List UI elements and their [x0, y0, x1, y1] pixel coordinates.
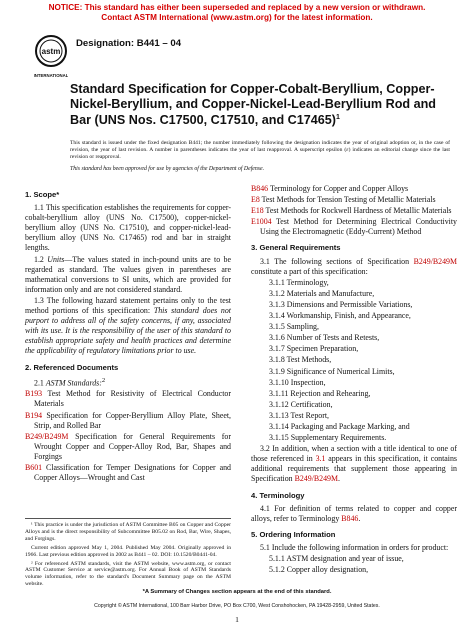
list-item: 3.1.7 Specimen Preparation, — [269, 344, 359, 354]
paragraph-1-2 — [25, 255, 231, 295]
reference-link[interactable]: B846 — [251, 184, 269, 193]
paragraph-1-1: 1.1 This specification establishes the requirements for copper-cobalt-beryllium alloy (UNS No. C17500), copper-nickel-beryllium alloy (UNS No. C17510), and copper-nickel-lead-beryllium alloy (UNS No. C17465) rod and bar in straight lengths. — [25, 203, 231, 253]
reference-link[interactable]: E1004 — [251, 217, 272, 227]
reference-e1004 — [251, 217, 457, 237]
title-footnote-mark: 1 — [336, 114, 340, 122]
reference-title: Test Method for Determining Electrical Conductivity Using the Electromagnetic (Eddy-Current) Method — [260, 217, 457, 237]
reference-e8 — [251, 195, 457, 205]
reference-b601 — [25, 463, 231, 483]
paragraph-3-1 — [251, 257, 457, 277]
list-item: 3.1.12 Certification, — [269, 399, 333, 409]
astm-standards-label — [25, 376, 231, 389]
paragraph-5-1-1: 5.1.1 ASTM designation and year of issue, — [269, 554, 404, 563]
para-text: —The values stated in inch-pound units are to be regarded as standard. The values given in parentheses are mathematical conversions to SI units, which are provided for information only and are not considered standard. — [25, 254, 231, 294]
reference-link[interactable]: B193 — [25, 389, 43, 399]
paragraph-3-2 — [251, 444, 457, 484]
reference-link[interactable]: B249/B249M — [413, 256, 457, 266]
list-item: 3.1.5 Sampling, — [269, 322, 319, 332]
reference-e18 — [251, 206, 457, 216]
footnote-1: ¹ This practice is under the jurisdiction of ASTM Committee B05 on Copper and Copper Alloys and is the direct responsibility of Subcommittee B05.02 on Rod, Bar, Wire, Shapes, and Forgings. — [25, 522, 231, 542]
list-item: 3.1.3 Dimensions and Permissible Variations, — [269, 299, 413, 309]
svg-text:astm: astm — [41, 47, 61, 56]
reference-link[interactable]: B249/B249M — [294, 474, 339, 484]
dod-approval-note: This standard has been approved for use by agencies of the Department of Defense. — [70, 166, 265, 172]
reference-b249 — [25, 432, 231, 462]
reference-b846 — [251, 184, 457, 194]
list-item: 3.1.11 Rejection and Rehearing, — [269, 388, 371, 398]
footnote-2: ² For referenced ASTM standards, visit the ASTM website, www.astm.org, or contact ASTM Customer Service at service@astm.org. For Annual Book of ASTM Standards volume information, refer to the standard's Document Summary page on the ASTM website. — [25, 560, 231, 588]
list-item: 3.1.1 Terminology, — [269, 277, 329, 287]
para-text: . — [338, 474, 340, 484]
list-item: 3.1.15 Supplementary Requirements. — [269, 433, 387, 443]
scope-heading: 1. Scope* — [25, 190, 60, 199]
withdrawal-notice — [0, 3, 474, 23]
para-text: 3.2 In addition, when a section with a title identical to one of those referenced in — [251, 444, 457, 464]
copyright-line: Copyright © ASTM International, 100 Barr Harbor Drive, PO Box C700, West Conshohocken, PA 19428-2959, United States. — [94, 603, 380, 609]
astm-standards-text: ASTM Standards: — [45, 378, 102, 388]
reference-title: Specification for General Requirements for Wrought Copper and Copper-Alloy Rod, Bar, Shapes and Forgings — [34, 431, 231, 461]
ordering-information-heading: 5. Ordering Information — [251, 529, 336, 539]
para-text: appears in this specification, it contains additional requirements that supplement those appearing in Specification — [251, 454, 457, 484]
para-text: . — [358, 513, 361, 523]
list-item: 3.1.6 Number of Tests and Retests, — [269, 333, 380, 343]
reference-title: Test Method for Resistivity of Electrical Conductor Materials — [34, 389, 231, 409]
list-item: 3.1.8 Test Methods, — [269, 355, 332, 365]
left-column — [25, 184, 231, 484]
reference-title: Classification for Temper Designations for Copper and Copper Alloys—Wrought and Cast — [34, 462, 231, 483]
right-column — [251, 184, 457, 576]
footnote-mark: 2 — [101, 376, 106, 384]
title-text: Standard Specification for Copper-Cobalt-Beryllium, Copper-Nickel-Beryllium, and Copper-Nickel-Lead-Beryllium Rod and Bar (UNS Nos. C17500, C17510, and C17465) — [70, 82, 436, 128]
paragraph-1-3 — [25, 296, 231, 357]
astm-logo — [34, 33, 68, 83]
para-text: 1.3 The following hazard statement pertains only to the test method portions of this specification: — [25, 295, 231, 316]
paragraph-5-1: 5.1 Include the following information in orders for product: — [260, 542, 449, 552]
designation: Designation: B441 – 04 — [76, 38, 182, 49]
reference-link[interactable]: B846 — [341, 513, 359, 523]
list-item: 3.1.2 Materials and Manufacture, — [269, 288, 375, 298]
logo-text: INTERNATIONAL — [34, 73, 68, 78]
safety-statement: This standard does not purport to address all of the safety concerns, if any, associated with its use. It is the responsibility of the user of this standard to establish appropriate safety and health practices and determine the applicability of regulatory limitations prior to use. — [25, 306, 231, 356]
list-item: 3.1.13 Test Report, — [269, 410, 330, 420]
requirements-list — [251, 278, 457, 443]
document-title — [70, 82, 450, 128]
footnote-1-edition: Current edition approved May 1, 2004. Published May 2004. Originally approved in 1966. Last previous edition approved in 2002 as B441 – 02. DOI: 10.1520/B0441-04. — [25, 544, 231, 558]
para-text: constitute a part of this specification: — [251, 266, 368, 276]
para-text: 3.1 The following sections of Specification — [260, 256, 414, 266]
reference-title: Specification for Copper-Beryllium Alloy Plate, Sheet, Strip, and Rolled Bar — [34, 410, 231, 430]
reference-b194 — [25, 411, 231, 431]
reference-link[interactable]: B601 — [25, 462, 43, 472]
reference-list — [25, 389, 231, 483]
reference-title: Test Methods for Rockwell Hardness of Metallic Materials — [263, 206, 452, 216]
list-item: 3.1.9 Significance of Numerical Limits, — [269, 366, 395, 376]
reference-b193 — [25, 389, 231, 409]
paragraph-4-1 — [251, 504, 457, 524]
issuance-note: This standard is issued under the fixed designation B441; the number immediately following the designation indicates the year of original adoption or, in the case of revision, the year of last revision. A number in parentheses indicates the year of last reapproval. A superscript epsilon (ε) indicates an editorial change since the last revision or reapproval. — [70, 140, 450, 161]
reference-link[interactable]: B194 — [25, 410, 43, 420]
list-item: 3.1.10 Inspection, — [269, 377, 326, 387]
para-number: 2.1 — [34, 378, 46, 388]
list-item: 3.1.14 Packaging and Package Marking, and — [269, 421, 410, 431]
reference-title: Terminology for Copper and Copper Alloys — [268, 184, 409, 193]
paragraph-5-1-2: 5.1.2 Copper alloy designation, — [269, 565, 369, 575]
notice-line-1: NOTICE: This standard has either been superseded and replaced by a new version or withdrawn. — [48, 3, 426, 12]
reference-title: Test Methods for Tension Testing of Metallic Materials — [259, 195, 436, 205]
terminology-heading: 4. Terminology — [251, 490, 305, 500]
notice-line-2: Contact ASTM International (www.astm.org) for the latest information. — [101, 13, 373, 22]
section-link[interactable]: 3.1 — [315, 454, 326, 464]
para-text: 4.1 For definition of terms related to copper and copper alloys, refer to Terminology — [251, 503, 457, 523]
reference-link[interactable]: E18 — [251, 206, 264, 216]
para-number: 1.2 — [34, 254, 48, 264]
footnotes — [25, 518, 231, 590]
list-item: 3.1.4 Workmanship, Finish, and Appearance, — [269, 311, 411, 321]
reference-link[interactable]: E8 — [251, 195, 260, 205]
units-label: Units — [47, 254, 65, 264]
general-requirements-heading: 3. General Requirements — [251, 243, 341, 253]
referenced-documents-heading: 2. Referenced Documents — [25, 362, 119, 372]
reference-list-continued — [251, 184, 457, 237]
summary-of-changes-note: *A Summary of Changes section appears at the end of this standard. — [142, 589, 332, 595]
reference-link[interactable]: B249/B249M — [25, 431, 69, 441]
page-number: 1 — [235, 615, 239, 624]
